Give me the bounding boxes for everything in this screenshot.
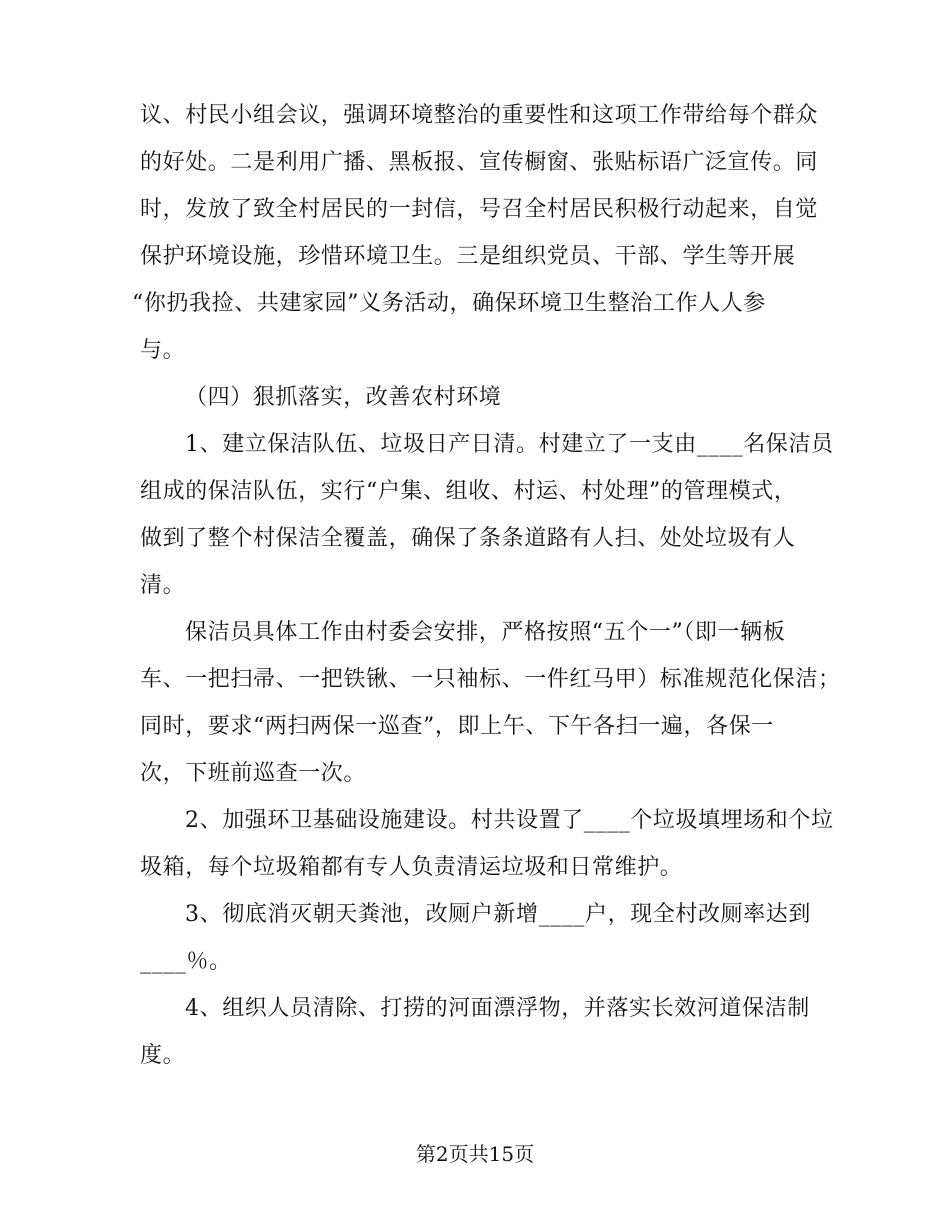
text-line: 度。 bbox=[140, 1043, 186, 1068]
text-line: 4、组织人员清除、打捞的河面漂浮物，并落实长效河道保洁制 bbox=[185, 996, 810, 1021]
text-line: “你扔我捡、共建家园”义务活动，确保环境卫生整治工作人人参 bbox=[132, 291, 766, 316]
text-line: ____％。 bbox=[140, 949, 232, 974]
text-line: 圾箱，每个垃圾箱都有专人负责清运垃圾和日常维护。 bbox=[140, 855, 683, 880]
text-line: 同时，要求“两扫两保一巡查”，即上午、下午各扫一遍，各保一 bbox=[140, 714, 774, 739]
text-line: 与。 bbox=[140, 338, 186, 363]
paragraph-item-4 bbox=[140, 985, 820, 1079]
text-line: 做到了整个村保洁全覆盖，确保了条条道路有人扫、处处垃圾有人 bbox=[140, 526, 796, 551]
text-line: 保洁员具体工作由村委会安排，严格按照“五个一”（即一辆板 bbox=[185, 620, 786, 645]
paragraph-publicity bbox=[132, 92, 820, 374]
page-number: 第2页共15页 bbox=[415, 1142, 535, 1166]
section-heading bbox=[140, 374, 820, 421]
document-body bbox=[132, 92, 841, 1079]
text-line: 次，下班前巡查一次。 bbox=[140, 761, 367, 786]
text-line: 车、一把扫帚、一把铁锹、一只袖标、一件红马甲）标准规范化保洁； bbox=[140, 667, 841, 692]
text-line: 组成的保洁队伍，实行“户集、组收、村运、村处理”的管理模式， bbox=[140, 479, 797, 504]
heading-line: （四）狠抓落实，改善农村环境 bbox=[185, 385, 502, 410]
text-line: 保护环境设施，珍惜环境卫生。三是组织党员、干部、学生等开展 bbox=[140, 244, 796, 269]
text-line: 清。 bbox=[140, 573, 186, 598]
text-line: 时，发放了致全村居民的一封信，号召全村居民积极行动起来，自觉 bbox=[140, 197, 819, 222]
text-line: 的好处。二是利用广播、黑板报、宣传橱窗、张贴标语广泛宣传。同 bbox=[140, 150, 819, 175]
text-line: 议、村民小组会议，强调环境整治的重要性和这项工作带给每个群众 bbox=[140, 103, 819, 128]
paragraph-item-3 bbox=[140, 891, 820, 985]
text-line: 1、建立保洁队伍、垃圾日产日清。村建立了一支由____名保洁员 bbox=[185, 432, 834, 457]
text-line: 2、加强环卫基础设施建设。村共设置了____个垃圾填埋场和个垃 bbox=[185, 808, 834, 833]
paragraph-item-2 bbox=[140, 797, 834, 891]
paragraph-cleaner-duties bbox=[140, 609, 841, 797]
text-line: 3、彻底消灭朝天粪池，改厕户新增____户，现全村改厕率达到 bbox=[185, 902, 811, 927]
paragraph-item-1 bbox=[140, 421, 834, 609]
